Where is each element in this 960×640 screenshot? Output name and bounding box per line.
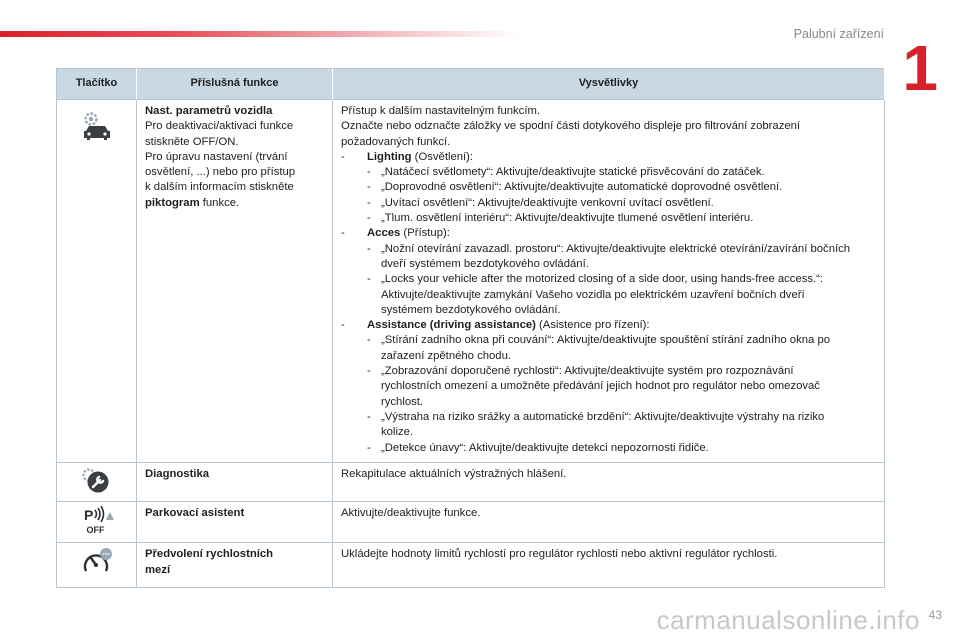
table-header-row — [57, 69, 885, 100]
section-title: Palubní zařízení — [793, 27, 884, 41]
list-item — [341, 180, 874, 195]
list-marker: - — [367, 196, 371, 209]
function-line: Pro úpravu nastavení (trvání — [145, 150, 288, 163]
item-line: „Detekce únavy“: Aktivujte/deaktivujte detekci nepozornosti řidiče. — [381, 441, 709, 454]
list-item — [341, 441, 874, 456]
intro-line: Přístup k dalším nastavitelným funkcím. — [341, 105, 541, 117]
vehicle-settings-icon[interactable] — [80, 109, 114, 148]
list-marker: - — [367, 166, 371, 179]
item-line: systémem bezdotykového ovládání. — [381, 303, 561, 316]
list-item — [341, 410, 874, 441]
functions-table — [56, 68, 885, 588]
watermark: carmanualsonline.info — [656, 605, 920, 635]
column-header-explanation: Vysvětlivky — [333, 69, 885, 100]
group-title: Acces — [367, 227, 401, 240]
list-item — [341, 165, 874, 180]
table-cell-icon — [57, 100, 137, 463]
chapter-number: 1 — [902, 32, 938, 104]
function-line: osvětlení, ...) nebo pro přístup — [145, 166, 296, 179]
list-marker: - — [367, 273, 371, 286]
table-cell-icon — [57, 543, 137, 588]
parking-assist-off-icon[interactable] — [80, 506, 114, 536]
group-title-rest: (Přístup): — [400, 227, 450, 240]
group-title: Assistance (driving assistance) — [367, 319, 536, 332]
list-item — [341, 242, 874, 273]
item-line: „Výstraha na riziko srážky a automatické brzdění“: Aktivujte/deaktivujte výstrahy na riziko — [381, 410, 825, 423]
item-line: „Locks your vehicle after the motorized closing of a side door, using hands-free access.“: — [381, 273, 824, 286]
list-item — [341, 364, 874, 410]
table-row — [57, 543, 885, 588]
list-marker: - — [367, 410, 371, 423]
off-label: OFF — [86, 525, 105, 536]
function-end-text: funkce. — [199, 196, 240, 209]
table-cell-icon — [57, 502, 137, 543]
intro-line: požadovaných funkcí. — [341, 135, 451, 148]
group-heading — [367, 318, 650, 333]
table-cell-function — [137, 543, 333, 588]
group-acces — [341, 226, 874, 241]
speed-limit-memory-icon[interactable] — [80, 547, 114, 582]
list-item — [341, 196, 874, 211]
list-marker: - — [341, 319, 345, 332]
page-number: 43 — [928, 608, 942, 622]
function-title: Parkovací asistent — [137, 502, 333, 543]
table-cell-function — [137, 100, 333, 463]
group-assistance — [341, 318, 874, 333]
group-title-rest: (Asistence pro řízení): — [535, 319, 650, 332]
explanation-text: Ukládejte hodnoty limitů rychlostí pro regulátor rychlosti nebo aktivní regulátor rychlosti. — [333, 543, 885, 588]
function-title: Nast. parametrů vozidla — [145, 105, 273, 117]
table-row — [57, 502, 885, 543]
function-title: Diagnostika — [137, 462, 333, 501]
item-line: „Stírání zadního okna při couvání“: Aktivujte/deaktivujte spouštění stírání zadního okna po — [381, 334, 831, 347]
list-marker: - — [341, 150, 345, 163]
function-line: k dalším informacím stiskněte — [145, 181, 294, 194]
item-line: rychlost. — [381, 395, 424, 408]
item-line: „Zobrazování doporučené rychlosti“: Aktivujte/deaktivujte systém pro rozpoznávání — [381, 365, 794, 378]
header-accent-bar — [0, 31, 520, 37]
list-marker: - — [341, 227, 345, 240]
function-title: Předvolení rychlostních — [145, 548, 274, 561]
list-marker: - — [367, 212, 371, 225]
table-row — [57, 462, 885, 501]
list-marker: - — [367, 242, 371, 255]
item-line: kolize. — [381, 426, 414, 439]
item-line: „Tlum. osvětlení interiéru“: Aktivujte/deaktivujte tlumené osvětlení interiéru. — [381, 212, 754, 225]
group-title: Lighting — [367, 150, 412, 163]
group-heading — [367, 226, 450, 241]
explanation-text: Aktivujte/deaktivujte funkce. — [333, 502, 885, 543]
item-line: „Nožní otevírání zavazadl. prostoru“: Aktivujte/deaktivujte elektrické otevírání/zavírání bočních — [381, 242, 851, 255]
list-marker: - — [367, 181, 371, 194]
item-line: rychlostních omezení a umožněte předávání jejich hodnot pro regulátor nebo omezovač — [381, 380, 820, 393]
function-line: stiskněte OFF/ON. — [145, 135, 239, 148]
list-item — [341, 272, 874, 318]
column-header-button: Tlačítko — [57, 69, 137, 100]
list-item — [341, 333, 874, 364]
table-cell-explanation — [333, 100, 885, 463]
pictogram-word: piktogram — [145, 196, 200, 209]
item-line: Aktivujte/deaktivujte zamykání Vašeho vozidla po elektrickém uzavření bočních dveří — [381, 288, 805, 301]
item-line: dveří systémem bezdotykového ovládání. — [381, 257, 589, 270]
list-item — [341, 211, 874, 226]
diagnostics-wrench-icon[interactable] — [80, 467, 114, 500]
function-line: Pro deaktivaci/aktivaci funkce — [145, 120, 294, 133]
svg-text:P: P — [83, 507, 93, 524]
list-marker: - — [367, 441, 371, 454]
item-line: „Uvítací osvětlení“: Aktivujte/deaktivujte venkovní uvítací osvětlení. — [381, 196, 714, 209]
group-lighting — [341, 150, 874, 165]
item-line: zařazení zpětného chodu. — [381, 349, 512, 362]
item-line: „Doprovodné osvětlení“: Aktivujte/deaktivujte automatické doprovodné osvětlení. — [381, 181, 783, 194]
group-heading — [367, 150, 473, 165]
column-header-function: Příslušná funkce — [137, 69, 333, 100]
list-marker: - — [367, 365, 371, 378]
group-title-rest: (Osvětlení): — [411, 150, 474, 163]
table-row — [57, 100, 885, 463]
table-cell-icon — [57, 462, 137, 501]
function-title: mezí — [145, 563, 171, 576]
function-line-end — [145, 196, 326, 211]
list-marker: - — [367, 334, 371, 347]
intro-line: Označte nebo odznačte záložky ve spodní části dotykového displeje pro filtrování zobrazení — [341, 120, 801, 133]
explanation-text: Rekapitulace aktuálních výstražných hlášení. — [333, 462, 885, 501]
item-line: „Natáčecí světlomety“: Aktivujte/deaktivujte statické přisvěcování do zatáček. — [381, 166, 765, 179]
